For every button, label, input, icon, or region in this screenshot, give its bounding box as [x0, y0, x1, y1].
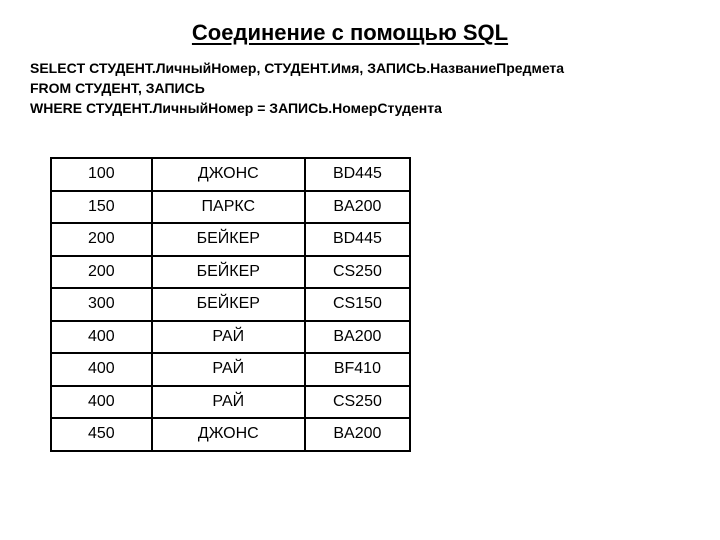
slide-title — [0, 20, 700, 46]
sql-where-line: WHERE СТУДЕНТ.ЛичныйНомер = ЗАПИСЬ.НомерСтудента — [30, 100, 442, 116]
student-id-cell: 200 — [51, 223, 152, 256]
course-code-cell: BA200 — [305, 418, 410, 451]
table-row — [51, 386, 410, 419]
student-name-cell: БЕЙКЕР — [152, 288, 305, 321]
sql-from-line: FROM СТУДЕНТ, ЗАПИСЬ — [30, 80, 205, 96]
table-row — [51, 321, 410, 354]
student-id-cell: 400 — [51, 353, 152, 386]
course-code-cell: BF410 — [305, 353, 410, 386]
student-id-cell: 450 — [51, 418, 152, 451]
student-id-cell: 150 — [51, 191, 152, 224]
result-table-body — [51, 158, 410, 451]
student-name-cell: БЕЙКЕР — [152, 256, 305, 289]
course-code-cell: CS250 — [305, 386, 410, 419]
student-id-cell: 300 — [51, 288, 152, 321]
table-row — [51, 288, 410, 321]
student-name-cell: ДЖОНС — [152, 418, 305, 451]
student-name-cell: РАЙ — [152, 353, 305, 386]
table-row — [51, 353, 410, 386]
course-code-cell: BA200 — [305, 191, 410, 224]
sql-query — [30, 58, 720, 118]
table-row — [51, 223, 410, 256]
table-row — [51, 418, 410, 451]
table-row — [51, 256, 410, 289]
student-name-cell: РАЙ — [152, 321, 305, 354]
student-id-cell: 100 — [51, 158, 152, 191]
student-id-cell: 400 — [51, 321, 152, 354]
table-row — [51, 191, 410, 224]
course-code-cell: CS150 — [305, 288, 410, 321]
student-name-cell: ДЖОНС — [152, 158, 305, 191]
slide-title-text: Соединение с помощью SQL — [191, 20, 509, 45]
sql-select-line: SELECT СТУДЕНТ.ЛичныйНомер, СТУДЕНТ.Имя, ЗАПИСЬ.НазваниеПредмета — [30, 60, 565, 76]
student-name-cell: РАЙ — [152, 386, 305, 419]
student-id-cell: 200 — [51, 256, 152, 289]
result-table — [50, 157, 411, 452]
student-name-cell: БЕЙКЕР — [152, 223, 305, 256]
student-name-cell: ПАРКС — [152, 191, 305, 224]
course-code-cell: CS250 — [305, 256, 410, 289]
table-row — [51, 158, 410, 191]
course-code-cell: BD445 — [305, 223, 410, 256]
course-code-cell: BD445 — [305, 158, 410, 191]
student-id-cell: 400 — [51, 386, 152, 419]
course-code-cell: BA200 — [305, 321, 410, 354]
